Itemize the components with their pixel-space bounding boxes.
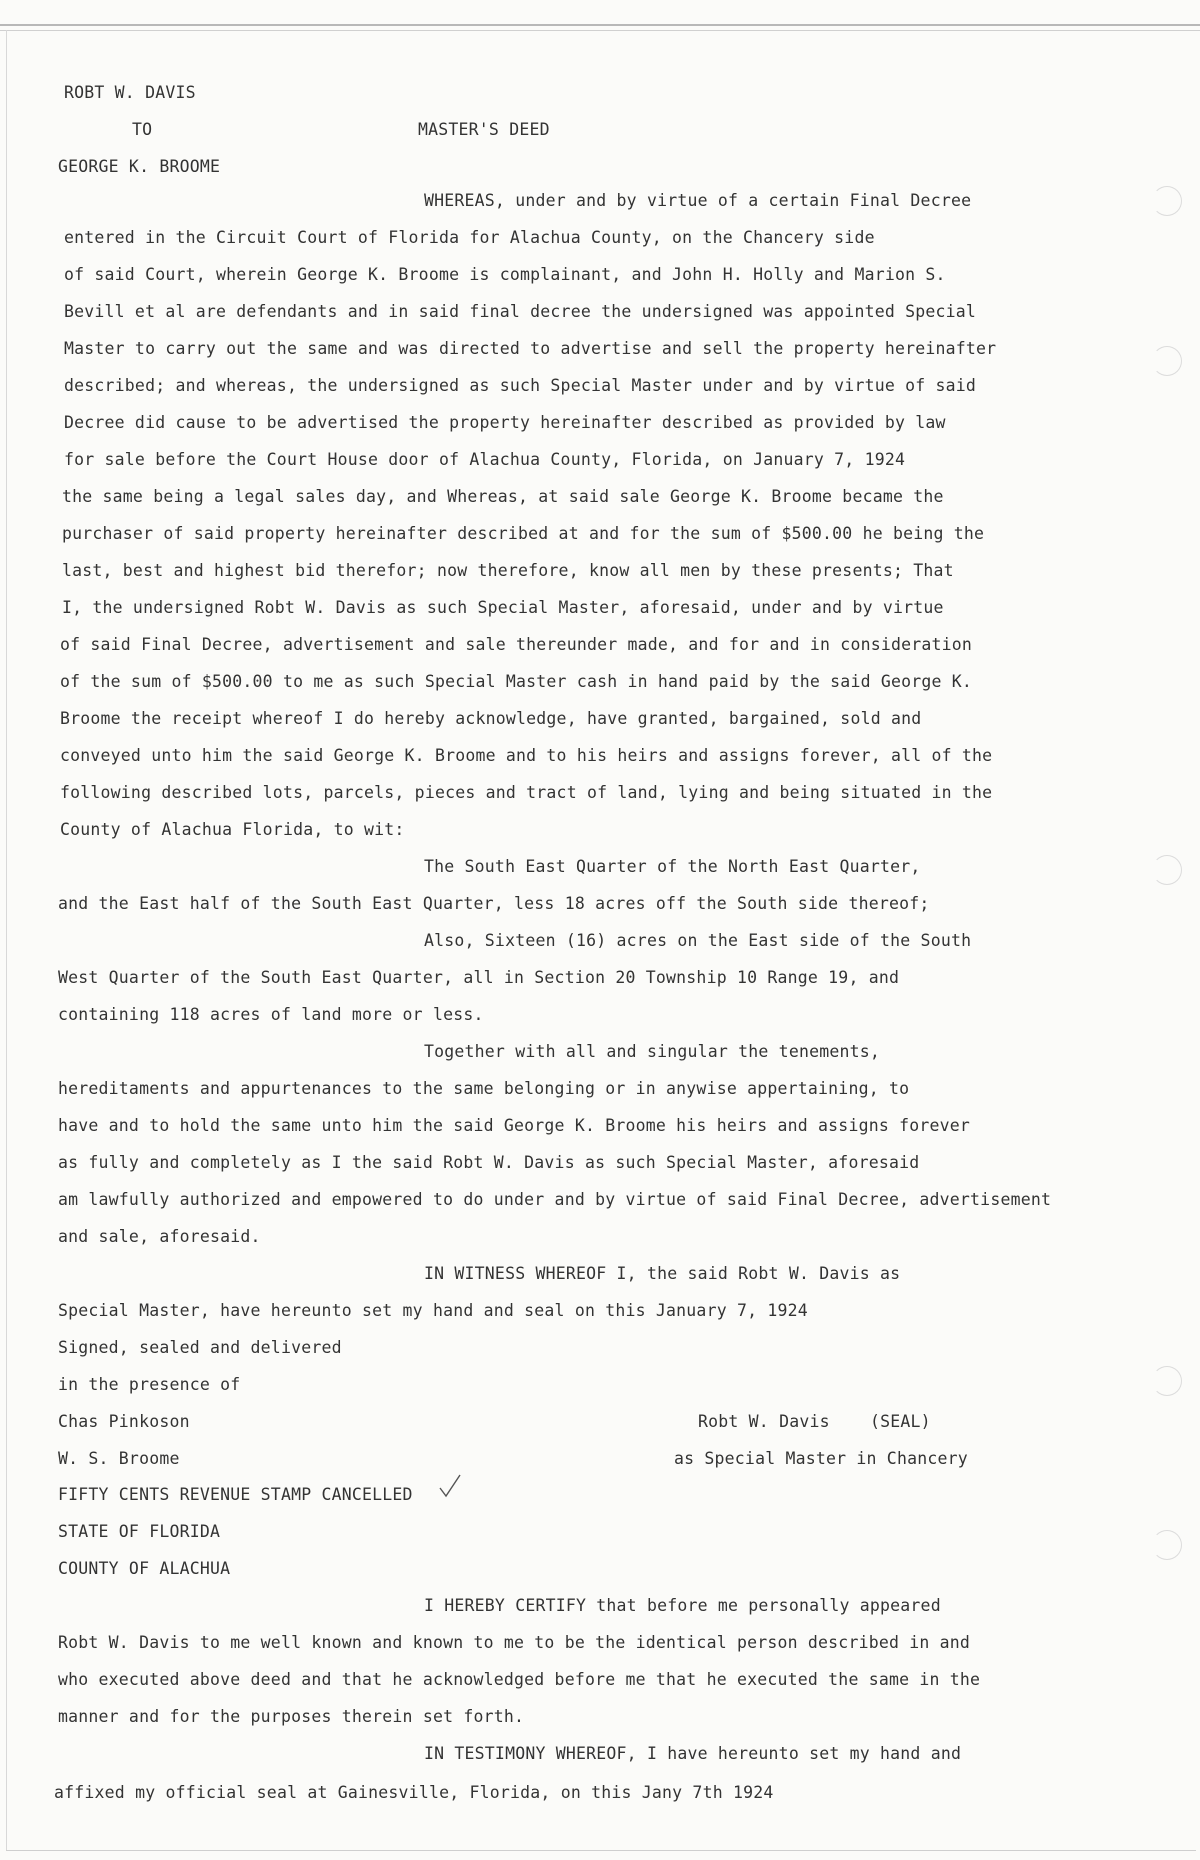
recital-line: I, the undersigned Robt W. Davis as such Special Master, aforesaid, under and by virtue: [62, 598, 944, 617]
grantor-name: ROBT W. DAVIS: [64, 83, 196, 102]
witness-name-1: Chas Pinkoson: [58, 1412, 190, 1431]
punch-hole-5: [1152, 1530, 1182, 1560]
recital-line: Master to carry out the same and was directed to advertise and sell the property hereinafter: [64, 339, 997, 358]
property-line: West Quarter of the South East Quarter, all in Section 20 Township 10 Range 19, and: [58, 968, 900, 987]
punch-hole-1: [1152, 186, 1182, 216]
signer-capacity: as Special Master in Chancery: [674, 1449, 968, 1468]
habendum-line: have and to hold the same unto him the said George K. Broome his heirs and assigns forever: [58, 1116, 971, 1135]
property-line: Also, Sixteen (16) acres on the East side of the South: [424, 931, 972, 950]
witness-line: IN WITNESS WHEREOF I, the said Robt W. Davis as: [424, 1264, 901, 1283]
recital-line: of said Court, wherein George K. Broome is complainant, and John H. Holly and Marion S.: [64, 265, 946, 284]
recital-line: the same being a legal sales day, and Whereas, at said sale George K. Broome became the: [62, 487, 944, 506]
recital-line: County of Alachua Florida, to wit:: [60, 820, 405, 839]
property-line: containing 118 acres of land more or less.: [58, 1005, 484, 1024]
venue-state: STATE OF FLORIDA: [58, 1522, 221, 1541]
certificate-line: manner and for the purposes therein set forth.: [58, 1707, 525, 1726]
property-line: The South East Quarter of the North East Quarter,: [424, 857, 921, 876]
property-line: and the East half of the South East Quarter, less 18 acres off the South side thereof;: [58, 894, 930, 913]
habendum-line: hereditaments and appurtenances to the same belonging or in anywise appertaining, to: [58, 1079, 910, 1098]
testimony-line: affixed my official seal at Gainesville, Florida, on this Jany 7th 1924: [54, 1783, 774, 1802]
recital-line: of said Final Decree, advertisement and sale thereunder made, and for and in consideration: [60, 635, 973, 654]
certificate-line: who executed above deed and that he acknowledged before me that he executed the same in the: [58, 1670, 981, 1689]
punch-hole-2: [1152, 346, 1182, 376]
top-border-rule: [0, 24, 1200, 26]
page-left-edge: [6, 30, 7, 1850]
recital-line: purchaser of said property hereinafter described at and for the sum of $500.00 he being the: [62, 524, 985, 543]
recital-line: following described lots, parcels, pieces and tract of land, lying and being situated in the: [60, 783, 993, 802]
witness-name-2: W. S. Broome: [58, 1449, 180, 1468]
recital-line: of the sum of $500.00 to me as such Special Master cash in hand paid by the said George K.: [60, 672, 973, 691]
testimony-line: IN TESTIMONY WHEREOF, I have hereunto set my hand and: [424, 1744, 962, 1763]
recital-line: Broome the receipt whereof I do hereby acknowledge, have granted, bargained, sold and: [60, 709, 922, 728]
revenue-stamp-note: FIFTY CENTS REVENUE STAMP CANCELLED: [58, 1485, 413, 1504]
venue-county: COUNTY OF ALACHUA: [58, 1559, 231, 1578]
witness-line: in the presence of: [58, 1375, 241, 1394]
witness-line: Special Master, have hereunto set my hand and seal on this January 7, 1924: [58, 1301, 808, 1320]
habendum-line: am lawfully authorized and empowered to do under and by virtue of said Final Decree, advertisement: [58, 1190, 1052, 1209]
top-border-rule-inner: [0, 30, 1200, 31]
grantee-name: GEORGE K. BROOME: [58, 157, 221, 176]
deed-title: MASTER'S DEED: [418, 120, 550, 139]
seal-label: (SEAL): [870, 1412, 931, 1431]
checkmark-icon: [438, 1473, 462, 1499]
recital-line: conveyed unto him the said George K. Broome and to his heirs and assigns forever, all of the: [60, 746, 993, 765]
recital-line: entered in the Circuit Court of Florida for Alachua County, on the Chancery side: [64, 228, 875, 247]
punch-hole-4: [1152, 1366, 1182, 1396]
recital-line: last, best and highest bid therefor; now therefore, know all men by these presents; That: [62, 561, 954, 580]
recital-line: Bevill et al are defendants and in said final decree the undersigned was appointed Special: [64, 302, 977, 321]
punch-hole-3: [1152, 855, 1182, 885]
certificate-line: I HEREBY CERTIFY that before me personally appeared: [424, 1596, 941, 1615]
witness-line: Signed, sealed and delivered: [58, 1338, 342, 1357]
to-label: TO: [132, 120, 153, 139]
recital-line: Decree did cause to be advertised the property hereinafter described as provided by law: [64, 413, 946, 432]
recital-line: WHEREAS, under and by virtue of a certain Final Decree: [424, 191, 972, 210]
habendum-line: as fully and completely as I the said Robt W. Davis as such Special Master, aforesaid: [58, 1153, 920, 1172]
certificate-line: Robt W. Davis to me well known and known to me to be the identical person described in and: [58, 1633, 971, 1652]
signer-name: Robt W. Davis: [698, 1412, 830, 1431]
habendum-line: Together with all and singular the tenements,: [424, 1042, 881, 1061]
habendum-line: and sale, aforesaid.: [58, 1227, 261, 1246]
recital-line: described; and whereas, the undersigned as such Special Master under and by virtue of said: [64, 376, 977, 395]
page-bottom-edge: [6, 1850, 1196, 1851]
recital-line: for sale before the Court House door of Alachua County, Florida, on January 7, 1924: [64, 450, 906, 469]
